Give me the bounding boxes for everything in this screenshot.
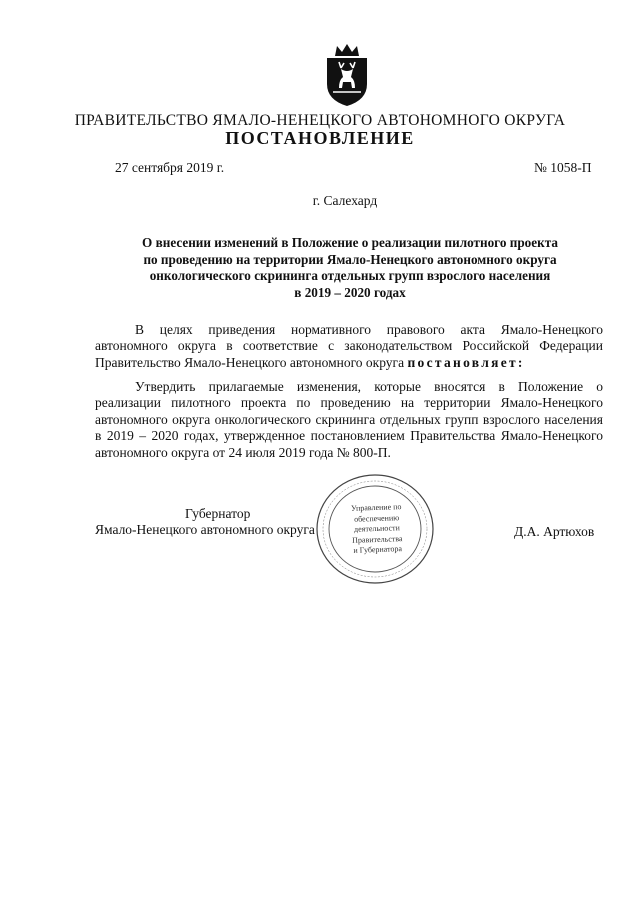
- stamp-line: деятельности: [353, 523, 401, 534]
- document-heading: [95, 235, 605, 301]
- signatory-region: Ямало-Ненецкого автономного округа: [95, 522, 315, 538]
- document-date: 27 сентября 2019 г.: [115, 160, 225, 175]
- heading-line: онкологического скрининга отдельных групп взрослого населения: [149, 268, 551, 283]
- document-type: ПОСТАНОВЛЕНИЕ: [225, 128, 415, 148]
- signatory-name: Д.А. Артюхов: [514, 524, 595, 539]
- coat-of-arms-icon: [317, 42, 377, 108]
- heading-line: в 2019 – 2020 годах: [294, 284, 406, 300]
- operative-paragraph: Утвердить прилагаемые изменения, которые вносятся в Положение о реализации пилотного проекта по проведению на территории Ямало-Ненецкого автономного округа онкологического скрининга отдельных групп взрослого населения в 2019 – 2020 годах, утвержденное постановлением Правительства Ямало-Ненецкого автономного округа от 24 июля 2019 года № 800-П.: [95, 379, 603, 460]
- stamp-text: [336, 502, 418, 557]
- stamp-line: Управление по: [350, 502, 402, 513]
- stamp-line: обеспечению: [353, 512, 400, 524]
- stamp-line: и Губернатора: [353, 544, 403, 555]
- heading-line: по проведению на территории Ямало-Ненецкого автономного округа: [143, 251, 557, 267]
- document-number: № 1058-П: [534, 160, 592, 175]
- government-title: ПРАВИТЕЛЬСТВО ЯМАЛО-НЕНЕЦКОГО АВТОНОМНОГО ОКРУГА: [74, 112, 566, 129]
- city: г. Салехард: [312, 193, 378, 208]
- heading-line: О внесении изменений в Положение о реализации пилотного проекта: [142, 235, 558, 250]
- preamble-paragraph: [95, 322, 603, 371]
- stamp-line: Правительства: [352, 533, 403, 545]
- decree-word: постановляет:: [407, 354, 525, 370]
- signatory-title: Губернатор: [185, 506, 251, 521]
- preamble-text: В целях приведения нормативного правового акта Ямало-Ненецкого автономного округа в соответствие с законодательством Российской Федерации Правительство Ямало-Ненецкого автономного округа: [95, 322, 603, 370]
